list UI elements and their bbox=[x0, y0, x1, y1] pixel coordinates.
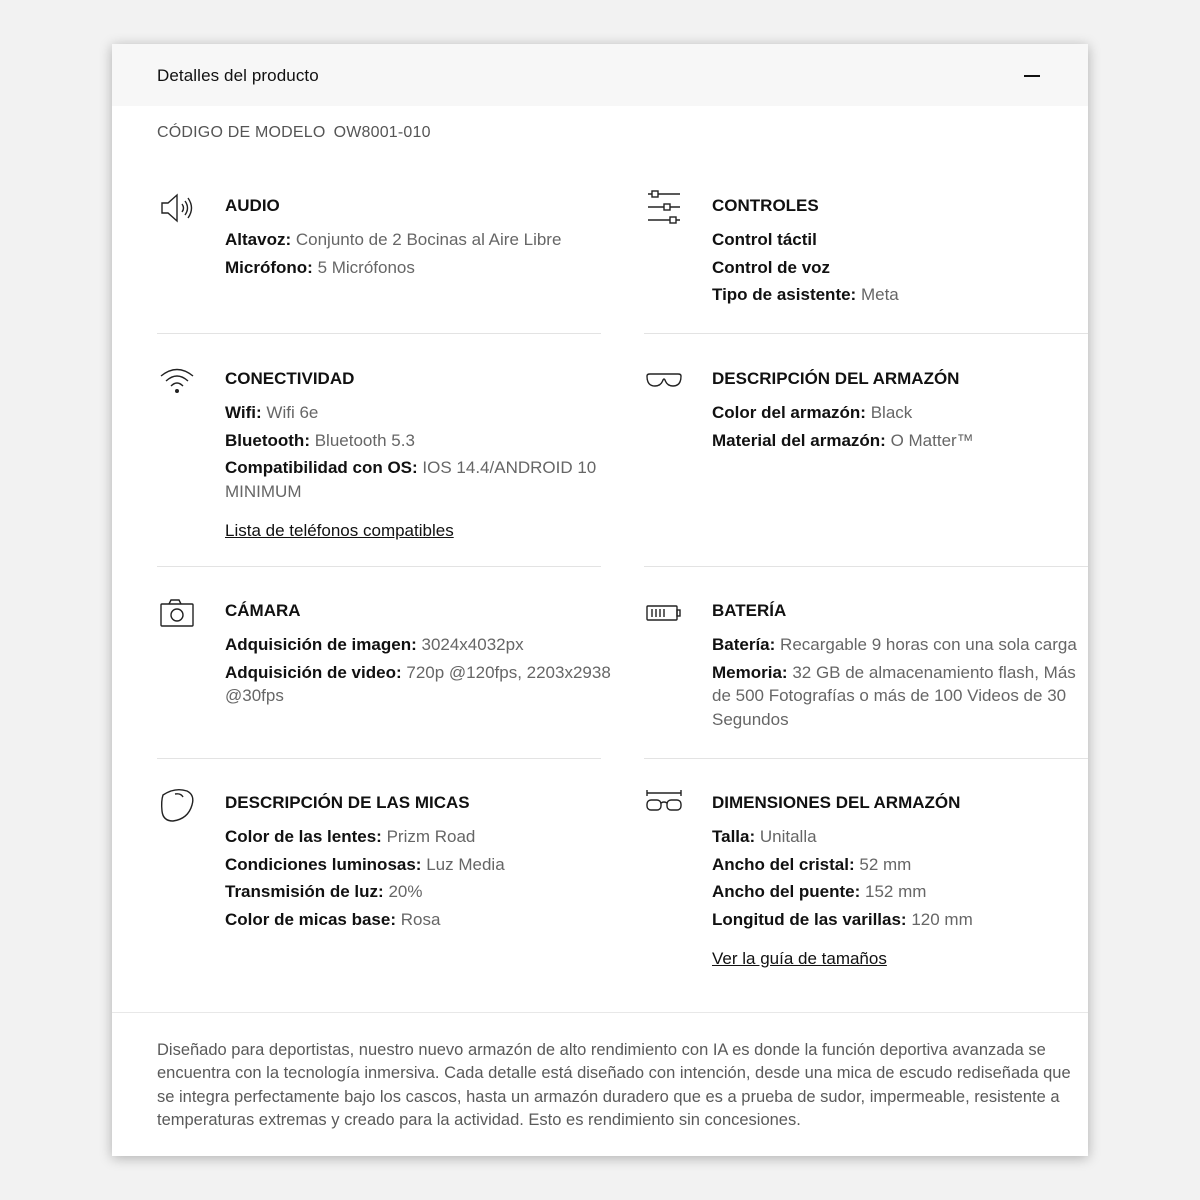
accordion-title: Detalles del producto bbox=[157, 66, 319, 85]
divider bbox=[157, 566, 601, 567]
product-details-card bbox=[112, 44, 1088, 1156]
divider bbox=[644, 758, 1088, 759]
spec-row: Wifi: Wifi 6e bbox=[225, 403, 319, 422]
spec-row: Ancho del cristal: 52 mm bbox=[712, 854, 912, 874]
spec-row: Longitud de las varillas: 120 mm bbox=[712, 909, 973, 929]
spec-row: Memoria: 32 GB de almacenamiento flash, Más de 500 Fotografías o más de 100 Videos de 30 Segundos bbox=[712, 662, 1076, 729]
accordion-header[interactable] bbox=[112, 44, 1088, 106]
section-title: DIMENSIONES DEL ARMAZÓN bbox=[712, 793, 961, 812]
divider bbox=[644, 333, 1088, 334]
model-code bbox=[157, 124, 431, 142]
section-title: CONECTIVIDAD bbox=[225, 369, 355, 388]
speaker-icon bbox=[157, 188, 197, 228]
divider bbox=[157, 333, 601, 334]
spec-row: Material del armazón: O Matter™ bbox=[712, 430, 974, 450]
section-title: CÁMARA bbox=[225, 601, 301, 620]
section-armazon-descripcion bbox=[644, 361, 1084, 501]
product-description: Diseñado para deportistas, nuestro nuevo armazón de alto rendimiento con IA es donde la función deportiva avanzada se encuentra con la tecnología inmersiva. Cada detalle está diseñado con intención, desde una mica de escudo rediseñada que se integra perfectamente bajo los cascos, hasta un armazón duradero que es a prueba de sudor, impermeable, resistente a temperaturas extremas y creado para la actividad. Esto es rendimiento sin concesiones. bbox=[157, 1041, 1071, 1129]
glasses-icon bbox=[644, 361, 684, 401]
section-title: DESCRIPCIÓN DE LAS MICAS bbox=[225, 793, 470, 812]
lens-icon bbox=[157, 785, 197, 825]
divider bbox=[157, 758, 601, 759]
spec-row: Bluetooth: Bluetooth 5.3 bbox=[225, 430, 415, 450]
wifi-icon bbox=[157, 361, 197, 401]
spec-row: Color del armazón: Black bbox=[712, 403, 913, 422]
spec-row: Talla: Unitalla bbox=[712, 827, 817, 846]
compatible-phones-link[interactable]: Lista de teléfonos compatibles bbox=[225, 521, 454, 540]
spec-row: Tipo de asistente: Meta bbox=[712, 285, 899, 304]
size-guide-link[interactable]: Ver la guía de tamaños bbox=[712, 949, 887, 968]
section-audio bbox=[157, 188, 597, 328]
spec-row: Control de voz bbox=[712, 257, 831, 277]
spec-row: Adquisición de video: 720p @120fps, 2203x2938 @30fps bbox=[225, 662, 611, 705]
spec-row: Batería: Recargable 9 horas con una sola carga bbox=[712, 635, 1077, 654]
spec-row: Transmisión de luz: 20% bbox=[225, 882, 423, 901]
section-title: DESCRIPCIÓN DEL ARMAZÓN bbox=[712, 369, 960, 388]
spec-row: Adquisición de imagen: 3024x4032px bbox=[225, 635, 524, 654]
divider bbox=[644, 566, 1088, 567]
frame-dimensions-icon bbox=[644, 785, 684, 825]
spec-row: Ancho del puente: 152 mm bbox=[712, 882, 927, 901]
camera-icon bbox=[157, 593, 197, 633]
model-code-value: OW8001-010 bbox=[333, 124, 431, 141]
section-title: BATERÍA bbox=[712, 601, 787, 620]
model-code-label: CÓDIGO DE MODELO bbox=[157, 124, 326, 141]
battery-icon bbox=[644, 593, 684, 633]
spec-row: Condiciones luminosas: Luz Media bbox=[225, 854, 505, 874]
spec-row: Micrófono: 5 Micrófonos bbox=[225, 257, 415, 277]
section-bateria bbox=[644, 593, 1084, 763]
spec-row: Color de micas base: Rosa bbox=[225, 909, 441, 929]
collapse-icon[interactable] bbox=[1022, 64, 1042, 86]
spec-row: Color de las lentes: Prizm Road bbox=[225, 827, 476, 846]
section-dimensiones bbox=[644, 785, 1084, 985]
sliders-icon bbox=[644, 188, 684, 228]
section-title: AUDIO bbox=[225, 196, 280, 215]
divider bbox=[112, 1012, 1088, 1013]
section-title: CONTROLES bbox=[712, 196, 819, 215]
section-micas bbox=[157, 785, 597, 965]
section-camara bbox=[157, 593, 611, 753]
spec-row: Compatibilidad con OS: IOS 14.4/ANDROID 10 MINIMUM bbox=[225, 458, 597, 501]
spec-row: Altavoz: Conjunto de 2 Bocinas al Aire Libre bbox=[225, 230, 562, 249]
section-conectividad bbox=[157, 361, 597, 561]
spec-row: Control táctil bbox=[712, 230, 817, 249]
